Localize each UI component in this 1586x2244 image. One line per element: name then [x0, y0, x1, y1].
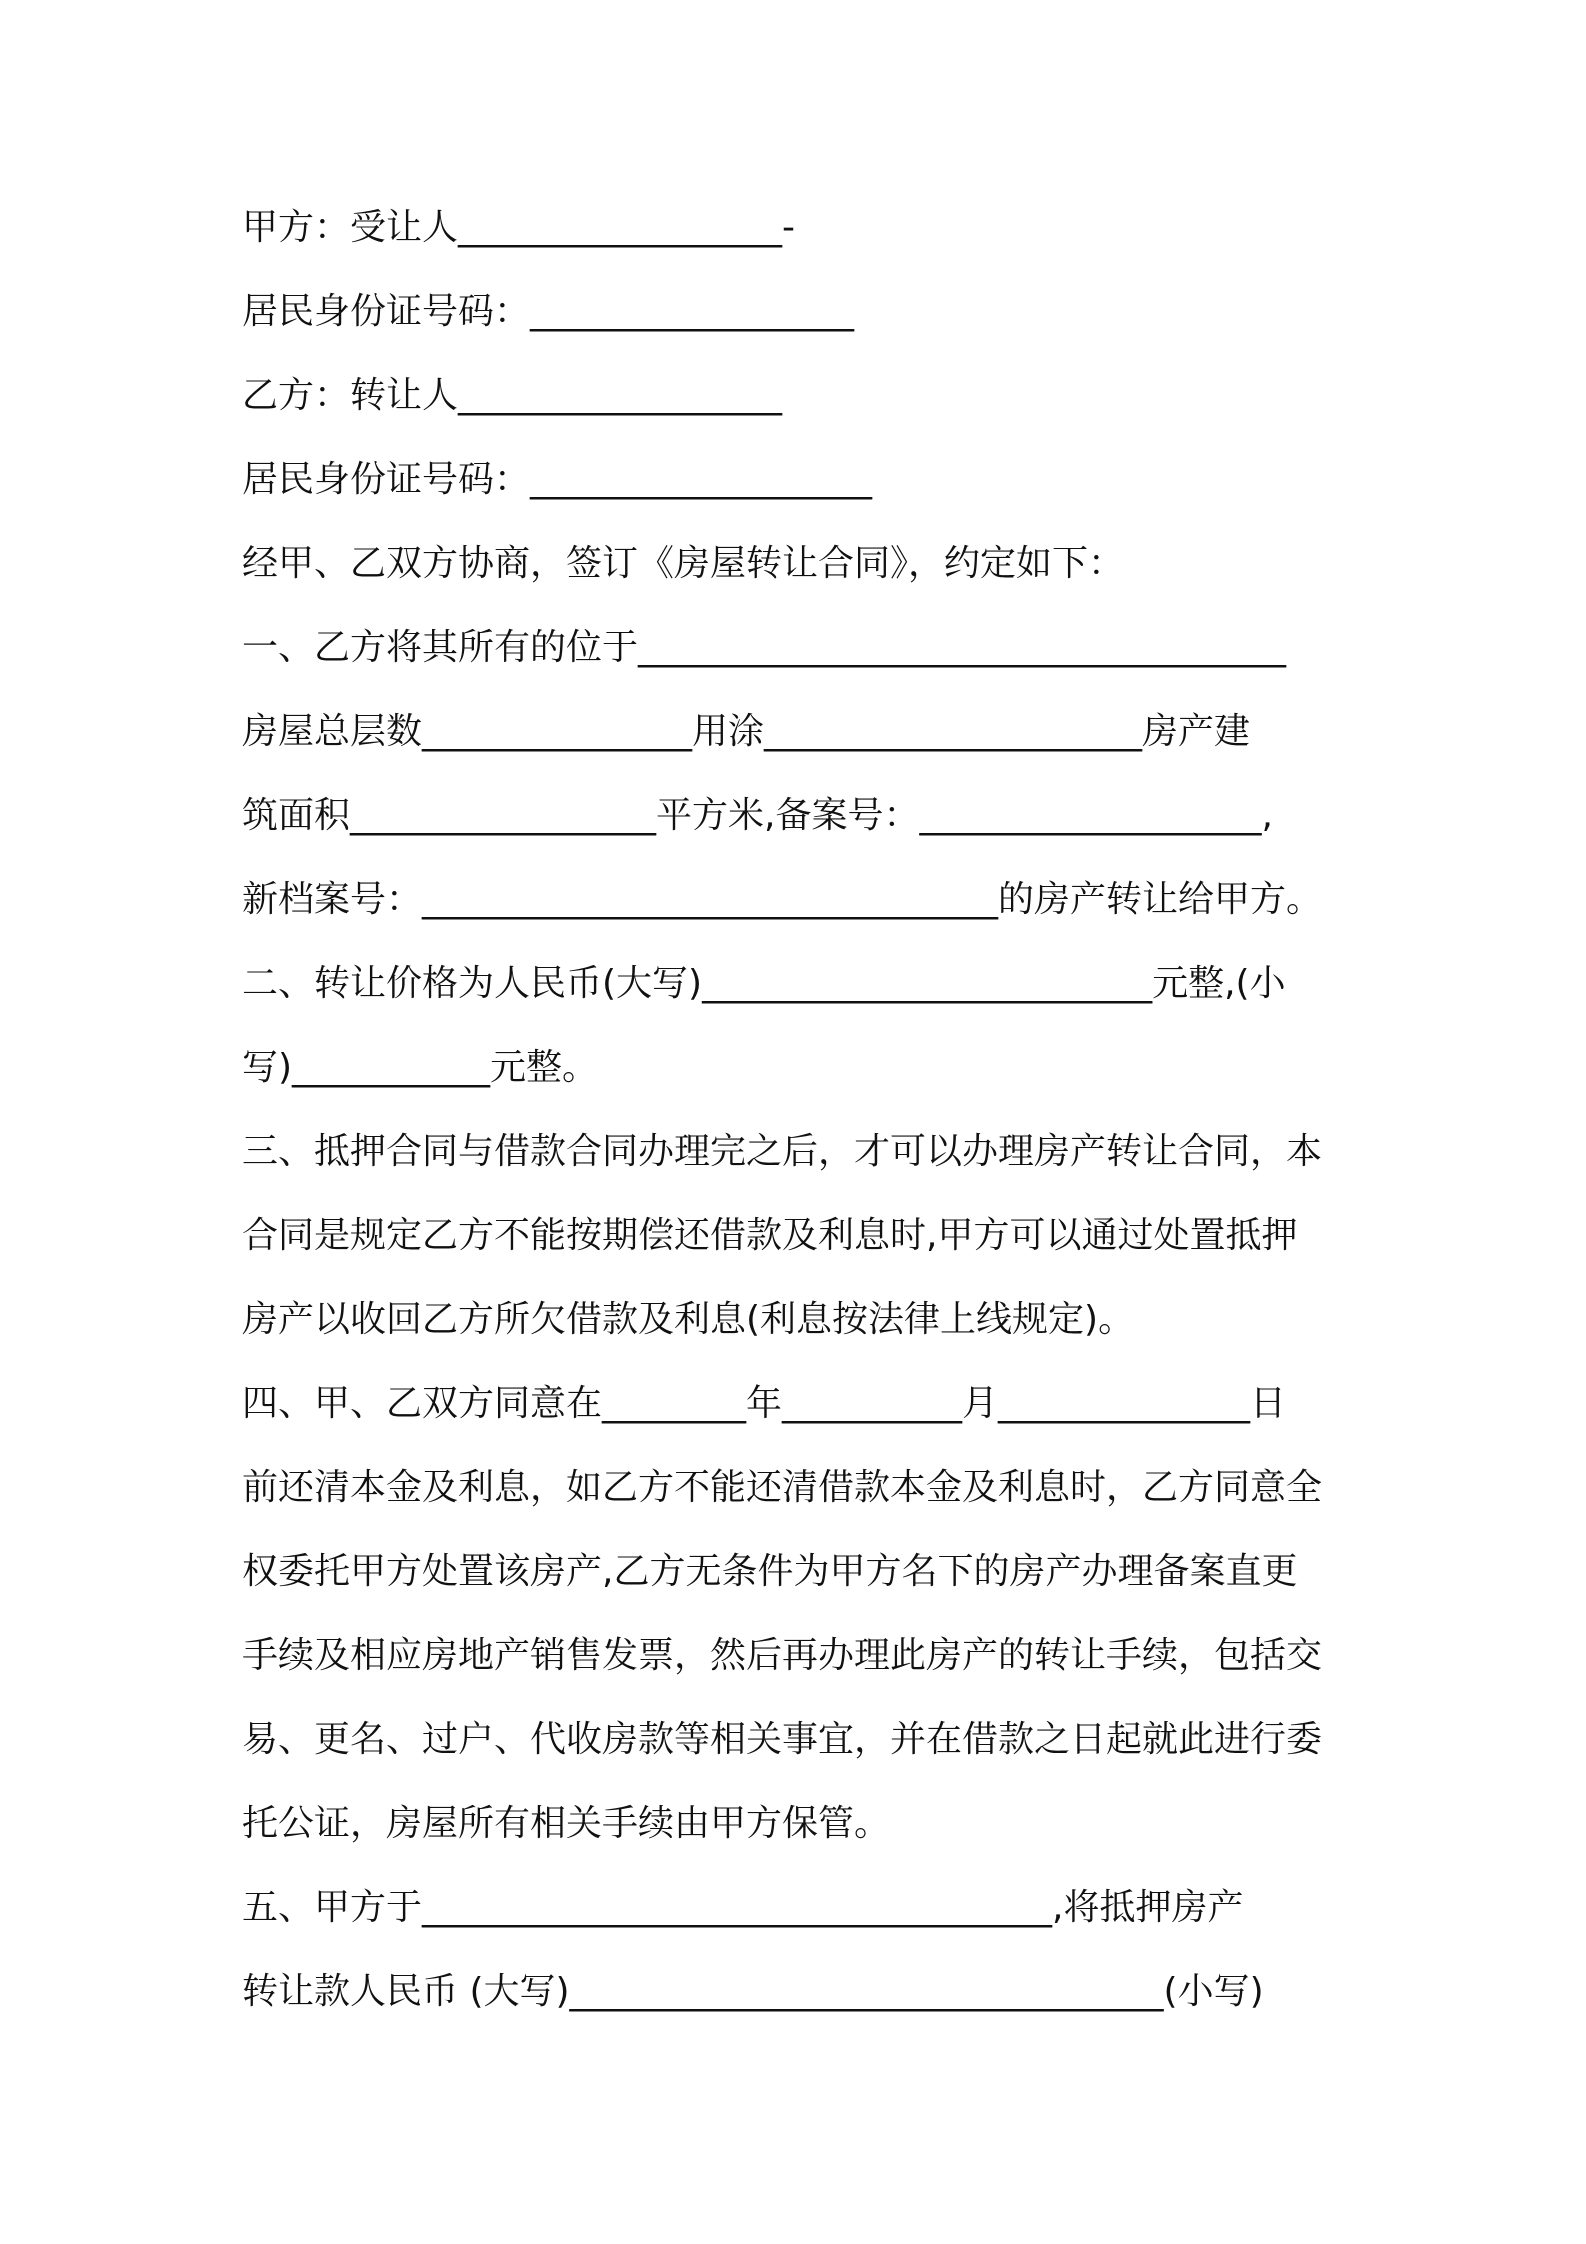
party-b-transferor-line: 乙方：转让人__________________: [242, 375, 783, 416]
clause-4-line-2: 前还清本金及利息，如乙方不能还清借款本金及利息时，乙方同意全: [242, 1467, 1323, 1508]
agreement-intro-line: 经甲、乙双方协商，签订《房屋转让合同》，约定如下：: [242, 543, 1125, 584]
clause-2-line-2: 写)___________元整。: [242, 1047, 599, 1088]
party-b-id-number-line: 居民身份证号码：___________________: [242, 459, 873, 500]
clause-5-line-2: 转让款人民币 (大写)_________________________________(小写): [242, 1971, 1264, 2012]
clause-4-line-6: 托公证，房屋所有相关手续由甲方保管。: [242, 1803, 891, 1844]
clause-4-line-3: 权委托甲方处置该房产,乙方无条件为甲方名下的房产办理备案直更: [242, 1551, 1298, 1592]
clause-3-line-2: 合同是规定乙方不能按期偿还借款及利息时,甲方可以通过处置抵押: [242, 1215, 1298, 1256]
clause-5-line-1: 五、甲方于___________________________________,将抵押房产: [242, 1887, 1244, 1928]
party-a-id-number-line: 居民身份证号码：__________________: [242, 291, 855, 332]
clause-4-line-5: 易、更名、过户、代收房款等相关事宜，并在借款之日起就此进行委: [242, 1719, 1323, 1760]
clause-1-line-2: 房屋总层数_______________用涂_____________________房产建: [242, 711, 1251, 752]
clause-1-line-3: 筑面积_________________平方米,备案号：___________________,: [242, 795, 1273, 836]
clause-4-line-4: 手续及相应房地产销售发票，然后再办理此房产的转让手续，包括交: [242, 1635, 1323, 1676]
clause-3-line-1: 三、抵押合同与借款合同办理完之后，才可以办理房产转让合同，本: [242, 1131, 1323, 1172]
clause-1-line-1: 一、乙方将其所有的位于____________________________________: [242, 627, 1287, 668]
clause-1-line-4: 新档案号：________________________________的房产转让给甲方。: [242, 879, 1323, 920]
clause-4-line-1: 四、甲、乙双方同意在________年__________月______________日: [242, 1383, 1287, 1424]
party-a-transferee-line: 甲方：受让人__________________-: [242, 207, 795, 248]
clause-3-line-3: 房产以收回乙方所欠借款及利息(利息按法律上线规定)。: [242, 1299, 1135, 1340]
clause-2-line-1: 二、转让价格为人民币(大写)_________________________元整,(小: [242, 963, 1286, 1004]
